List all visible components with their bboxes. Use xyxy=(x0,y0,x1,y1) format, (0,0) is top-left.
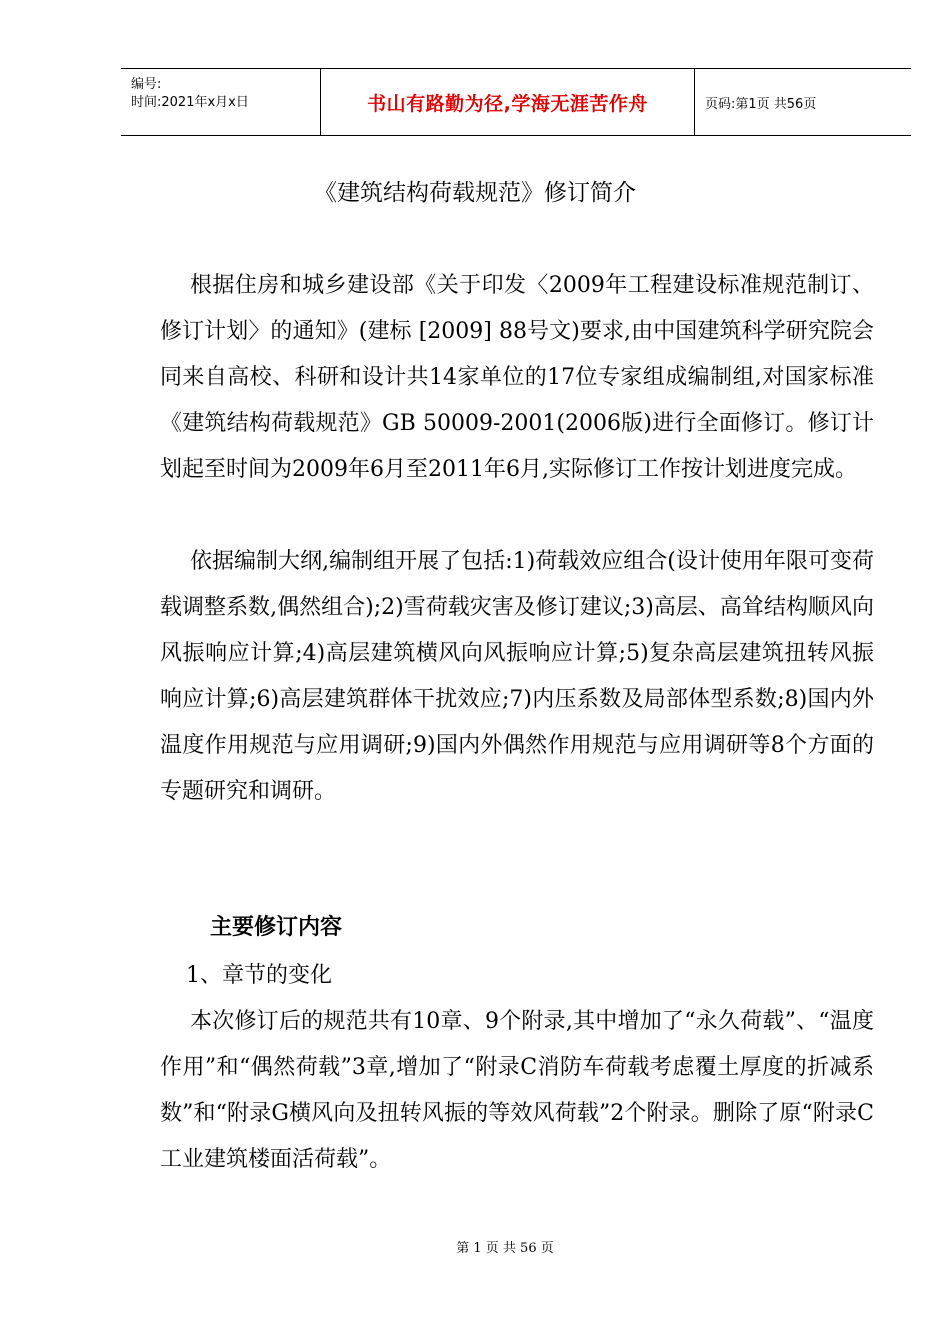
paragraph-text: 本次修订后的规范共有10章、9个附录,其中增加了“永久荷载”、“温度作用”和“偶然荷载”3章,增加了“附录C消防车荷载考虑覆土厚度的折减系数”和“附录G横风向及扭转风振的等效风荷载”2个附录。删除了原“附录C工业建筑楼面活荷载”。 xyxy=(160,1009,874,1172)
header-page-cell xyxy=(695,69,911,135)
header-info-cell xyxy=(121,69,321,135)
paragraph-background xyxy=(160,263,874,493)
header-page-number: 页码:第1页 共56页 xyxy=(705,96,817,112)
paragraph-text: 依据编制大纲,编制组开展了包括:1)荷载效应组合(设计使用年限可变荷载调整系数,偶然组合);2)雪荷载灾害及修订建议;3)高层、高耸结构顺风向风振响应计算;4)高层建筑横风向风振响应计算;5)复杂高层建筑扭转风振响应计算;6)高层建筑群体干扰效应;7)内压系数及局部体型系数;8)国内外温度作用规范与应用调研;9)国内外偶然作用规范与应用调研等8个方面的专题研究和调研。 xyxy=(160,549,874,804)
header-motto-cell xyxy=(321,69,695,135)
paragraph-text: 根据住房和城乡建设部《关于印发〈2009年工程建设标准规范制订、修订计划〉的通知》(建标 [2009] 88号文)要求,由中国建筑科学研究院会同来自高校、科研和设计共14家单位的17位专家组成编制组,对国家标准《建筑结构荷载规范》GB 50009-2001(2006版)进行全面修订。修订计划起至时间为2009年6月至2011年6月,实际修订工作按计划进度完成。 xyxy=(160,273,874,482)
document-time-label: 时间:2021年x月x日 xyxy=(131,95,249,110)
paragraph-chapter-changes xyxy=(160,999,874,1183)
document-title: 《建筑结构荷载规范》修订简介 xyxy=(314,180,636,206)
page-footer: 第 1 页 共 56 页 xyxy=(456,1241,554,1256)
section-title: 主要修订内容 xyxy=(210,915,343,940)
header-motto: 书山有路勤为径,学海无涯苦作舟 xyxy=(367,92,648,115)
header-table xyxy=(121,68,911,136)
document-number-label: 编号: xyxy=(131,77,162,92)
subsection-title: 1、章节的变化 xyxy=(186,963,332,988)
paragraph-research-topics xyxy=(160,539,874,815)
